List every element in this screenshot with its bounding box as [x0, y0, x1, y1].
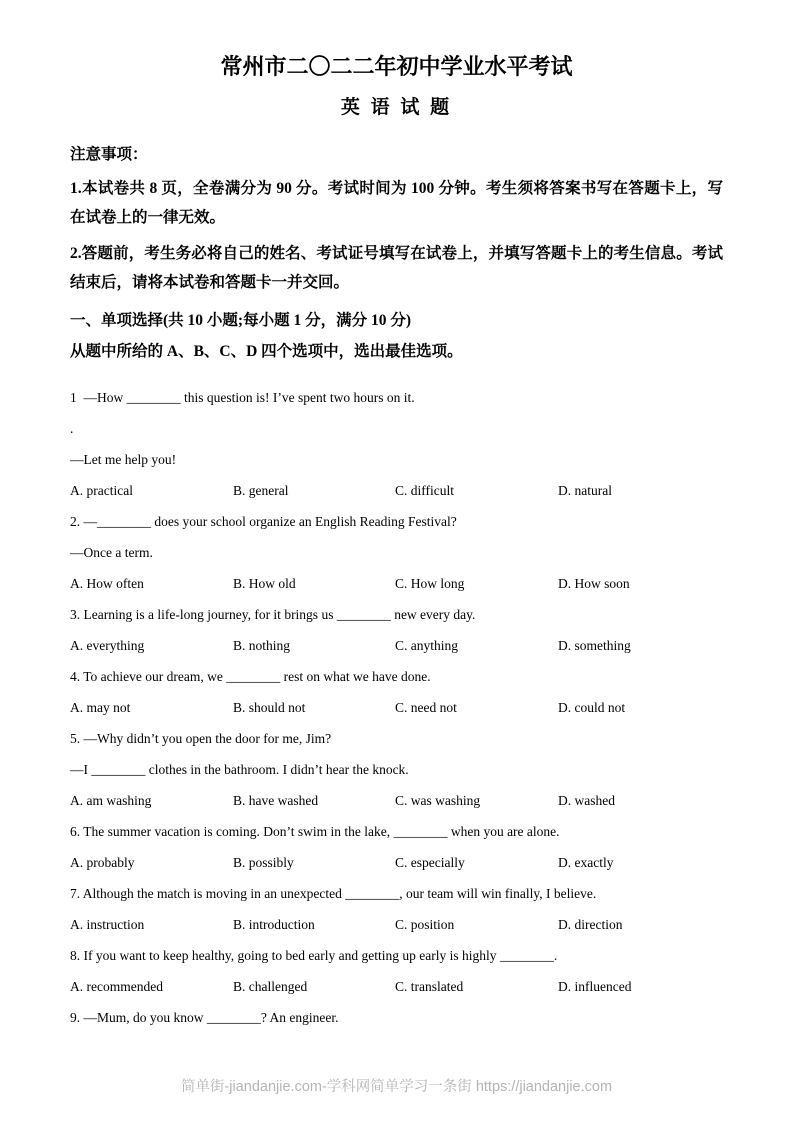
questions-list — [70, 390, 723, 1025]
question-line: 1 —How ________ this question is! I’ve spent two hours on it. — [70, 390, 415, 405]
question-block — [70, 514, 723, 591]
question-line: —I ________ clothes in the bathroom. I didn’t hear the knock. — [70, 762, 409, 777]
question-block — [70, 669, 723, 715]
option: B. challenged — [233, 979, 308, 994]
question-line: —Let me help you! — [70, 452, 177, 467]
option: A. may not — [70, 700, 131, 715]
option: D. could not — [558, 700, 626, 715]
question-line: 5. —Why didn’t you open the door for me, Jim? — [70, 731, 332, 746]
option: C. was washing — [395, 793, 481, 808]
option: B. should not — [233, 700, 306, 715]
option: B. possibly — [233, 855, 294, 870]
option: A. am washing — [70, 793, 152, 808]
option: A. instruction — [70, 917, 145, 932]
section-instruction: 从题中所给的 A、B、C、D 四个选项中，选出最佳选项。 — [70, 343, 463, 360]
option: B. nothing — [233, 638, 291, 653]
option: C. especially — [395, 855, 465, 870]
question-line: 8. If you want to keep healthy, going to bed early and getting up early is highly ________. — [70, 948, 558, 963]
question-block — [70, 1010, 723, 1025]
option: B. general — [233, 483, 289, 498]
question-block — [70, 886, 723, 932]
option: D. washed — [558, 793, 615, 808]
question-block — [70, 948, 723, 994]
options-row — [70, 700, 723, 715]
question-block — [70, 731, 723, 808]
option: B. How old — [233, 576, 296, 591]
option: D. direction — [558, 917, 623, 932]
option: A. recommended — [70, 979, 163, 994]
options-row — [70, 483, 723, 498]
notice-item-1: 1.本试卷共 8 页，全卷满分为 90 分。考试时间为 100 分钟。考生须将答案书写在答题卡上，写在试卷上的一律无效。 — [70, 180, 723, 226]
option: D. influenced — [558, 979, 632, 994]
options-row — [70, 855, 723, 870]
question-line: 4. To achieve our dream, we ________ rest on what we have done. — [70, 669, 431, 684]
options-row — [70, 576, 723, 591]
option: C. How long — [395, 576, 465, 591]
option: A. practical — [70, 483, 133, 498]
option: C. translated — [395, 979, 464, 994]
question-line: 9. —Mum, do you know ________? An engineer. — [70, 1010, 339, 1025]
question-line: 2. —________ does your school organize an English Reading Festival? — [70, 514, 457, 529]
question-line: 6. The summer vacation is coming. Don’t swim in the lake, ________ when you are alone. — [70, 824, 560, 839]
question-line: . — [70, 421, 74, 436]
option: C. need not — [395, 700, 457, 715]
footer-watermark: 简单街-jiandanjie.com-学科网简单学习一条街 https://jiandanjie.com — [180, 1079, 613, 1095]
option: A. How often — [70, 576, 144, 591]
exam-title: 常州市二〇二二年初中学业水平考试 — [220, 54, 573, 79]
option: B. introduction — [233, 917, 315, 932]
question-block — [70, 607, 723, 653]
question-line: 3. Learning is a life-long journey, for it brings us ________ new every day. — [70, 607, 476, 622]
option: D. something — [558, 638, 631, 653]
section-heading: 一、单项选择(共 10 小题;每小题 1 分，满分 10 分) — [70, 312, 411, 329]
options-row — [70, 917, 723, 932]
option: D. natural — [558, 483, 612, 498]
options-row — [70, 638, 723, 653]
option: D. exactly — [558, 855, 614, 870]
option: B. have washed — [233, 793, 319, 808]
question-block — [70, 390, 723, 498]
option: C. difficult — [395, 483, 454, 498]
option: A. everything — [70, 638, 145, 653]
options-row — [70, 793, 723, 808]
option: A. probably — [70, 855, 135, 870]
option: C. position — [395, 917, 455, 932]
notice-item-2: 2.答题前，考生务必将自己的姓名、考试证号填写在试卷上，并填写答题卡上的考生信息。考试结束后，请将本试卷和答题卡一并交回。 — [70, 245, 723, 291]
option: D. How soon — [558, 576, 630, 591]
exam-subtitle: 英 语 试 题 — [340, 97, 453, 118]
question-block — [70, 824, 723, 870]
notices-block — [70, 143, 723, 297]
question-line: 7. Although the match is moving in an unexpected ________, our team will win finally, I believe. — [70, 886, 597, 901]
notice-heading: 注意事项： — [70, 146, 148, 163]
option: C. anything — [395, 638, 458, 653]
question-line: —Once a term. — [70, 545, 153, 560]
options-row — [70, 979, 723, 994]
